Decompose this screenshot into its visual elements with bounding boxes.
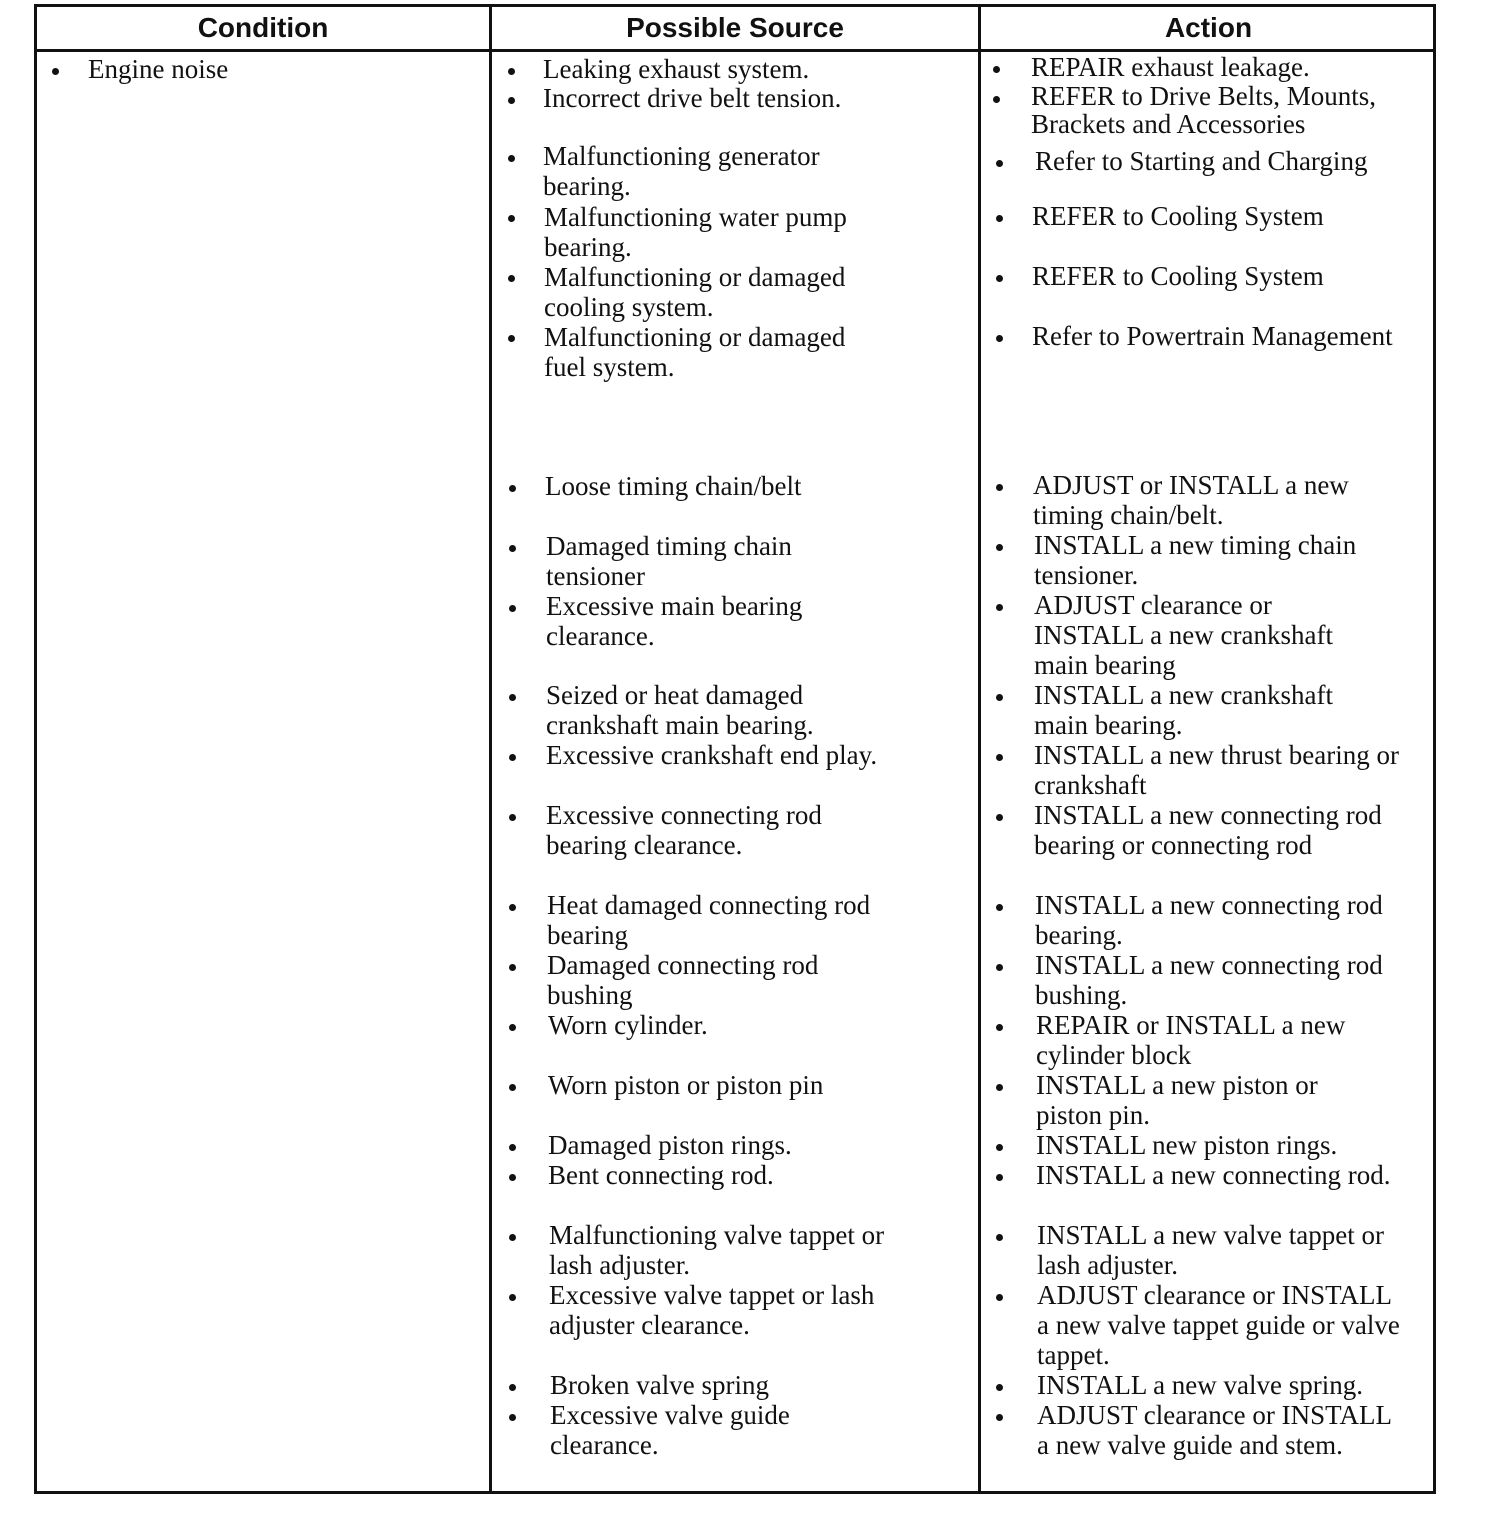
source-item: Damaged timing chain tensioner	[546, 531, 792, 591]
bullet-icon	[509, 964, 516, 971]
action-item: Refer to Powertrain Management	[1032, 321, 1393, 351]
bullet-icon	[508, 275, 515, 282]
bullet-icon	[509, 904, 516, 911]
bullet-icon	[993, 66, 1000, 73]
action-item: REPAIR or INSTALL a new cylinder block	[1036, 1010, 1346, 1070]
bullet-icon	[508, 97, 515, 104]
bullet-icon	[509, 1414, 516, 1421]
source-item: Malfunctioning valve tappet or lash adjuster.	[549, 1220, 885, 1280]
action-item: INSTALL a new connecting rod bearing.	[1035, 890, 1383, 950]
bullet-icon	[996, 275, 1003, 282]
source-item: Seized or heat damaged crankshaft main bearing.	[546, 680, 814, 740]
action-item: INSTALL new piston rings.	[1036, 1130, 1338, 1160]
bullet-icon	[508, 68, 515, 75]
bullet-icon	[996, 694, 1003, 701]
bullet-icon	[509, 1384, 516, 1391]
bullet-icon	[509, 1234, 516, 1241]
condition-text: Engine noise	[88, 54, 229, 84]
bullet-icon	[996, 814, 1003, 821]
header-condition: Condition	[197, 12, 329, 43]
bullet-icon	[996, 544, 1003, 551]
source-item: Excessive connecting rod bearing clearance.	[546, 800, 822, 860]
action-item: INSTALL a new connecting rod bearing or connecting rod	[1034, 800, 1382, 860]
action-item: REPAIR exhaust leakage.	[1031, 52, 1310, 82]
source-item: Excessive crankshaft end play.	[546, 740, 878, 770]
bullet-icon	[509, 1144, 516, 1151]
bullet-icon	[508, 215, 515, 222]
action-item: INSTALL a new connecting rod bushing.	[1035, 950, 1383, 1010]
action-item: INSTALL a new timing chain tensioner.	[1034, 530, 1357, 590]
header-action: Action	[1164, 12, 1253, 43]
bullet-icon	[509, 1294, 516, 1301]
bullet-icon	[508, 335, 515, 342]
header-possible-source: Possible Source	[626, 12, 844, 43]
bullet-icon	[996, 964, 1003, 971]
bullet-icon	[509, 694, 516, 701]
source-item: Malfunctioning or damaged fuel system.	[544, 322, 846, 382]
source-item: Leaking exhaust system.	[543, 54, 810, 84]
source-item: Heat damaged connecting rod bearing	[547, 890, 871, 950]
action-item: Refer to Starting and Charging	[1035, 146, 1368, 176]
action-item: INSTALL a new connecting rod.	[1036, 1160, 1391, 1190]
source-item: Damaged piston rings.	[548, 1130, 792, 1160]
bullet-icon	[996, 215, 1003, 222]
bullet-icon	[509, 1024, 516, 1031]
source-item: Loose timing chain/belt	[545, 471, 802, 501]
bullet-icon	[996, 754, 1003, 761]
bullet-icon	[508, 155, 515, 162]
action-item: INSTALL a new crankshaft main bearing.	[1034, 680, 1333, 740]
bullet-icon	[996, 1414, 1003, 1421]
action-item: REFER to Cooling System	[1032, 201, 1324, 231]
bullet-icon	[52, 68, 59, 75]
source-item: Malfunctioning or damaged cooling system.	[544, 262, 846, 322]
source-item: Malfunctioning water pump bearing.	[544, 202, 847, 262]
bullet-icon	[996, 1234, 1003, 1241]
source-item: Incorrect drive belt tension.	[543, 83, 842, 113]
bullet-icon	[996, 604, 1003, 611]
source-item: Broken valve spring	[550, 1370, 769, 1400]
action-item: ADJUST clearance or INSTALL a new valve tappet guide or valve tappet.	[1037, 1280, 1400, 1370]
action-item: INSTALL a new piston or piston pin.	[1036, 1070, 1318, 1130]
action-item: INSTALL a new thrust bearing or crankshaft	[1034, 740, 1399, 800]
bullet-icon	[509, 814, 516, 821]
action-item: INSTALL a new valve spring.	[1037, 1370, 1364, 1400]
column-divider	[978, 7, 981, 1491]
column-divider	[489, 7, 492, 1491]
bullet-icon	[996, 1144, 1003, 1151]
action-item: REFER to Cooling System	[1032, 261, 1324, 291]
bullet-icon	[509, 605, 516, 612]
source-item: Excessive valve tappet or lash adjuster clearance.	[549, 1280, 875, 1340]
source-item: Excessive main bearing clearance.	[546, 591, 803, 651]
bullet-icon	[996, 335, 1003, 342]
source-item: Bent connecting rod.	[548, 1160, 774, 1190]
bullet-icon	[996, 1384, 1003, 1391]
bullet-icon	[509, 1084, 516, 1091]
source-item: Worn piston or piston pin	[548, 1070, 824, 1100]
bullet-icon	[996, 484, 1003, 491]
action-item: REFER to Drive Belts, Mounts, Brackets and Accessories	[1031, 81, 1377, 139]
bullet-icon	[509, 754, 516, 761]
bullet-icon	[996, 1024, 1003, 1031]
action-item: ADJUST or INSTALL a new timing chain/belt.	[1033, 470, 1349, 530]
bullet-icon	[996, 1294, 1003, 1301]
source-item: Malfunctioning generator bearing.	[543, 141, 820, 201]
bullet-icon	[993, 96, 1000, 103]
bullet-icon	[996, 904, 1003, 911]
bullet-icon	[996, 160, 1003, 167]
bullet-icon	[509, 485, 516, 492]
source-item: Excessive valve guide clearance.	[550, 1400, 790, 1460]
bullet-icon	[996, 1174, 1003, 1181]
bullet-icon	[509, 1174, 516, 1181]
action-item: INSTALL a new valve tappet or lash adjuster.	[1037, 1220, 1384, 1280]
action-item: ADJUST clearance or INSTALL a new valve guide and stem.	[1037, 1400, 1391, 1460]
bullet-icon	[509, 545, 516, 552]
source-item: Damaged connecting rod bushing	[547, 950, 819, 1010]
bullet-icon	[996, 1084, 1003, 1091]
action-item: ADJUST clearance or INSTALL a new crankshaft main bearing	[1034, 590, 1333, 680]
source-item: Worn cylinder.	[548, 1010, 708, 1040]
